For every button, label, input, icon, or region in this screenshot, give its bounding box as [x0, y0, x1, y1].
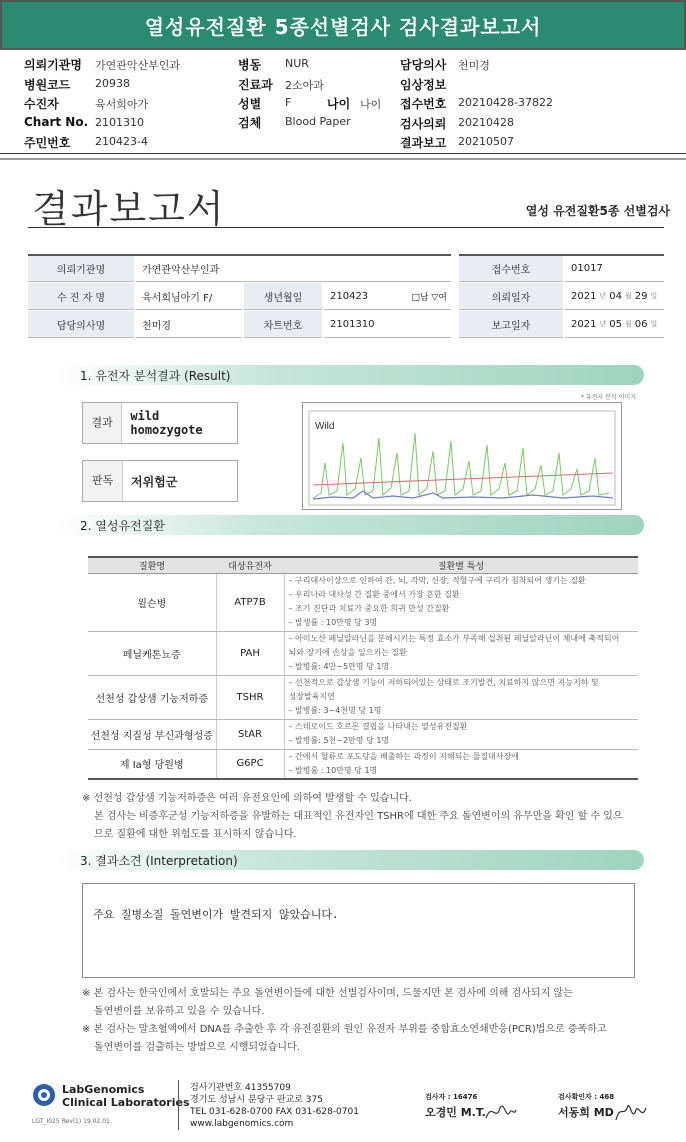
- disease-desc: [284, 573, 638, 631]
- req-label: 의뢰일자: [459, 283, 563, 310]
- lab-website: www.labgenomics.com: [190, 1119, 294, 1129]
- dob-cell: [324, 283, 451, 310]
- gene-name: G6PC: [216, 749, 284, 779]
- rep-year: 2021: [571, 318, 597, 330]
- dept-label: 진료과: [238, 78, 273, 92]
- approver-name: 서동희 MD: [558, 1106, 614, 1119]
- inst-value: 가연관악산부인과: [95, 59, 181, 72]
- dob-value: 210423: [330, 290, 369, 302]
- desc-line: – 구리대사이상으로 인하여 간, 뇌, 각막, 신장, 적혈구에 구리가 침착되어 생기는 질환: [288, 576, 586, 585]
- divider: [178, 1080, 179, 1130]
- disease-name: 페닐케톤뇨증: [88, 631, 216, 675]
- recv-value: 01017: [565, 256, 664, 282]
- sequencing-graph: [302, 402, 622, 510]
- result-label: 결과: [83, 403, 122, 443]
- desc-line: – 선천적으로 갑상샘 기능이 저하되어있는 상태로 조기발견, 치료하지 않으면 지능저하 및: [288, 678, 599, 687]
- desc-line: – 조기 진단과 치료가 중요한 희귀 만성 간질환: [288, 604, 450, 613]
- judge-box: [82, 460, 238, 502]
- recv-value: 20210428-37822: [458, 96, 553, 109]
- tester-label: 검사자 : 16476: [425, 1093, 478, 1101]
- result-value: wild homozygote: [130, 409, 203, 437]
- lab-address: 경기도 성남시 분당구 판교로 375: [190, 1095, 323, 1105]
- result-box: [82, 402, 238, 444]
- inst-value: 가연관악산부인과: [136, 256, 451, 282]
- code-value: 20938: [95, 77, 130, 90]
- doc-label: 담당의사명: [28, 311, 134, 338]
- patient-value: 육서희아가: [95, 98, 149, 111]
- form-code: LGT_I025 Rev(1) 19.02.01: [32, 1118, 110, 1125]
- col-header-gene: 대상유전자: [216, 557, 284, 573]
- code-label: 병원코드: [24, 78, 71, 92]
- judge-label: 판독: [83, 461, 123, 501]
- col-header-disease: 질환명: [88, 557, 216, 573]
- disease-desc: [284, 719, 638, 749]
- rrn-label: 주민번호: [24, 136, 71, 150]
- dept-value: 2소아과: [285, 79, 324, 92]
- disease-name: 윌슨병: [88, 573, 216, 631]
- req-date: [565, 283, 664, 310]
- doc-value: 천미경: [136, 311, 242, 338]
- desc-line: – 우리나라 대사성 간 질환 중에서 가장 흔한 질환: [288, 590, 460, 599]
- spec-label: 검체: [238, 116, 262, 130]
- doc-label: 담당의사: [400, 58, 447, 72]
- sex-value: F: [285, 96, 292, 109]
- disease-desc: [284, 749, 638, 779]
- graph-note: * 유전자 분석 이미지: [580, 394, 636, 401]
- rrn-value: 210423-4: [95, 135, 148, 148]
- month-unit: 월: [624, 292, 632, 300]
- desc-line: – 발생률 : 10만명 당 3명: [288, 618, 378, 627]
- rep-label: 결과보고: [400, 136, 447, 150]
- ward-label: 병동: [238, 58, 262, 72]
- age-label: 나이: [327, 97, 351, 111]
- sex-label: 성별: [238, 97, 262, 111]
- disease-name: 선천성 지질성 부신과형성증: [88, 719, 216, 749]
- desc-line: – 발병률: 5천~2만명 당 1명: [288, 736, 390, 745]
- table-row: [88, 631, 638, 675]
- table-row: [88, 675, 638, 719]
- day-unit: 일: [650, 320, 658, 328]
- doc-value: 천미경: [458, 59, 490, 72]
- lab-reg: 검사기관번호 41355709: [190, 1083, 291, 1093]
- table-row: [88, 749, 638, 779]
- approver-signature-icon: [614, 1098, 648, 1126]
- note-line: ※ 본 검사는 말초혈액에서 DNA를 추출한 후 각 유전질환의 원인 유전자 부위를 중합효소연쇄반응(PCR)법으로 증폭하고: [82, 1024, 607, 1035]
- interpretation-box: [82, 883, 635, 978]
- lab-name-line: Clinical Laboratories: [62, 1096, 190, 1109]
- table-row: [88, 719, 638, 749]
- dob-label: 생년월일: [244, 283, 322, 310]
- disease-desc: [284, 675, 638, 719]
- rep-date: [565, 311, 664, 338]
- chart-label: 차트번호: [244, 311, 322, 338]
- ward-value: NUR: [285, 57, 309, 70]
- disease-desc: [284, 631, 638, 675]
- rep-value: 20210507: [458, 135, 514, 148]
- note-line: ※ 선천성 갑상샘 기능저하증은 여러 유전요인에 의하여 발생할 수 있습니다.: [82, 793, 412, 804]
- section-result-title: 1. 유전자 분석결과 (Result): [56, 365, 644, 385]
- desc-line: – 발병률: 3~4천명 당 1명: [288, 706, 382, 715]
- lab-name: [62, 1083, 190, 1109]
- chart-value: 2101310: [324, 311, 451, 338]
- chromatogram-icon: [303, 403, 621, 509]
- rep-day: 06: [634, 318, 648, 330]
- report-subtitle: 열성 유전질환5종 선별검사: [525, 204, 670, 218]
- judge-value: 저위험군: [131, 474, 178, 489]
- labgenomics-logo-icon: [32, 1083, 56, 1107]
- desc-line: – 간에서 혈류로 포도당을 배출하는 과정이 저해되는 물질대사장애: [288, 751, 519, 761]
- rep-month: 05: [609, 318, 622, 330]
- sex-checkbox: □남 ▽여: [411, 292, 447, 303]
- desc-line: – 스테로이드 호르몬 결핍을 나타내는 열성유전질환: [288, 722, 468, 731]
- patient-label: 수 진 자 명: [28, 283, 134, 310]
- lab-phone: TEL 031-628-0700 FAX 031-628-0701: [190, 1107, 359, 1117]
- req-year: 2021: [571, 290, 597, 302]
- desc-line: – 발병률: 4만~5만명 당 1명: [288, 662, 390, 671]
- chart-value: 2101310: [95, 116, 144, 129]
- lab-logo: [32, 1083, 56, 1111]
- col-header-feature: 질환별 특성: [284, 557, 638, 573]
- method-notes: [82, 985, 642, 1057]
- report-title: 결과보고서: [32, 187, 226, 231]
- desc-line: 성장발육지연: [288, 692, 335, 701]
- patient-value: 육서희님아기 F/: [136, 283, 242, 310]
- recv-label: 접수번호: [459, 256, 563, 282]
- gene-name: StAR: [216, 719, 284, 749]
- note-line: 돌연변이를 보유하고 있을 수 있습니다.: [94, 1006, 265, 1017]
- spec-value: Blood Paper: [285, 115, 351, 128]
- divider: [0, 158, 686, 160]
- gene-name: PAH: [216, 631, 284, 675]
- recv-label: 접수번호: [400, 97, 447, 111]
- divider: [28, 227, 664, 228]
- divider: [0, 153, 686, 154]
- interpretation-text: 주요 질병소질 돌연변이가 발견되지 않았습니다.: [93, 908, 339, 921]
- req-value: 20210428: [458, 116, 514, 129]
- disease-name: 선천성 갑상샘 기능저하증: [88, 675, 216, 719]
- year-unit: 년: [599, 320, 607, 328]
- graph-label: Wild: [315, 421, 335, 432]
- gene-name: ATP7B: [216, 573, 284, 631]
- tester-name: 오경민 M.T.: [425, 1106, 486, 1119]
- approver-label: 검사확인자 : 468: [558, 1093, 615, 1101]
- disease-table: [88, 556, 638, 780]
- chart-label: Chart No.: [24, 115, 89, 129]
- patient-label: 수진자: [24, 97, 59, 111]
- table-row: [88, 573, 638, 631]
- tshr-note: [82, 790, 642, 844]
- tester-signature-icon: [484, 1098, 518, 1126]
- section-disease-title: 2. 열성유전질환: [56, 515, 644, 535]
- note-line: ※ 본 검사는 한국인에서 호발되는 주요 돌연변이들에 대한 선별검사이며, 드물지만 본 검사에 의해 검사되지 않는: [82, 988, 573, 999]
- note-line: 므로 질환에 대한 위험도를 표시하지 않습니다.: [94, 829, 297, 840]
- day-unit: 일: [650, 292, 658, 300]
- year-unit: 년: [599, 292, 607, 300]
- desc-line: – 발병률 : 10만명 당 1명: [288, 765, 378, 775]
- req-day: 29: [634, 290, 648, 302]
- lab-name-line: LabGenomics: [62, 1083, 145, 1096]
- report-header-title: 열성유전질환 5종선별검사 검사결과보고서: [0, 0, 686, 50]
- age-value: 나이: [360, 98, 382, 111]
- section-interpretation-title: 3. 결과소견 (Interpretation): [56, 850, 644, 870]
- rep-label: 보고일자: [459, 311, 563, 338]
- month-unit: 월: [624, 320, 632, 328]
- inst-label: 의뢰기관명: [24, 58, 82, 72]
- lab-contact: [190, 1082, 359, 1130]
- disease-name: 제 Ia형 당원병: [88, 749, 216, 779]
- note-line: 돌연변이를 검출하는 방법으로 시행되었습니다.: [94, 1042, 300, 1053]
- clin-label: 임상정보: [400, 78, 447, 92]
- req-month: 04: [609, 290, 622, 302]
- note-line: 본 검사는 비증후군성 기능저하증을 유발하는 대표적인 유전자인 TSHR에 대한 주요 돌연변이의 유무만을 확인 할 수 있으: [94, 811, 623, 822]
- inst-label: 의뢰기관명: [28, 256, 134, 282]
- gene-name: TSHR: [216, 675, 284, 719]
- desc-line: 뇌와 장기에 손상을 일으키는 질환: [288, 648, 407, 657]
- desc-line: – 아미노산 페닐알라닌을 분해시키는 특정 효소가 부족해 섭취된 페닐알라닌이 체내에 축적되어: [288, 634, 620, 643]
- req-label: 검사의뢰: [400, 117, 447, 131]
